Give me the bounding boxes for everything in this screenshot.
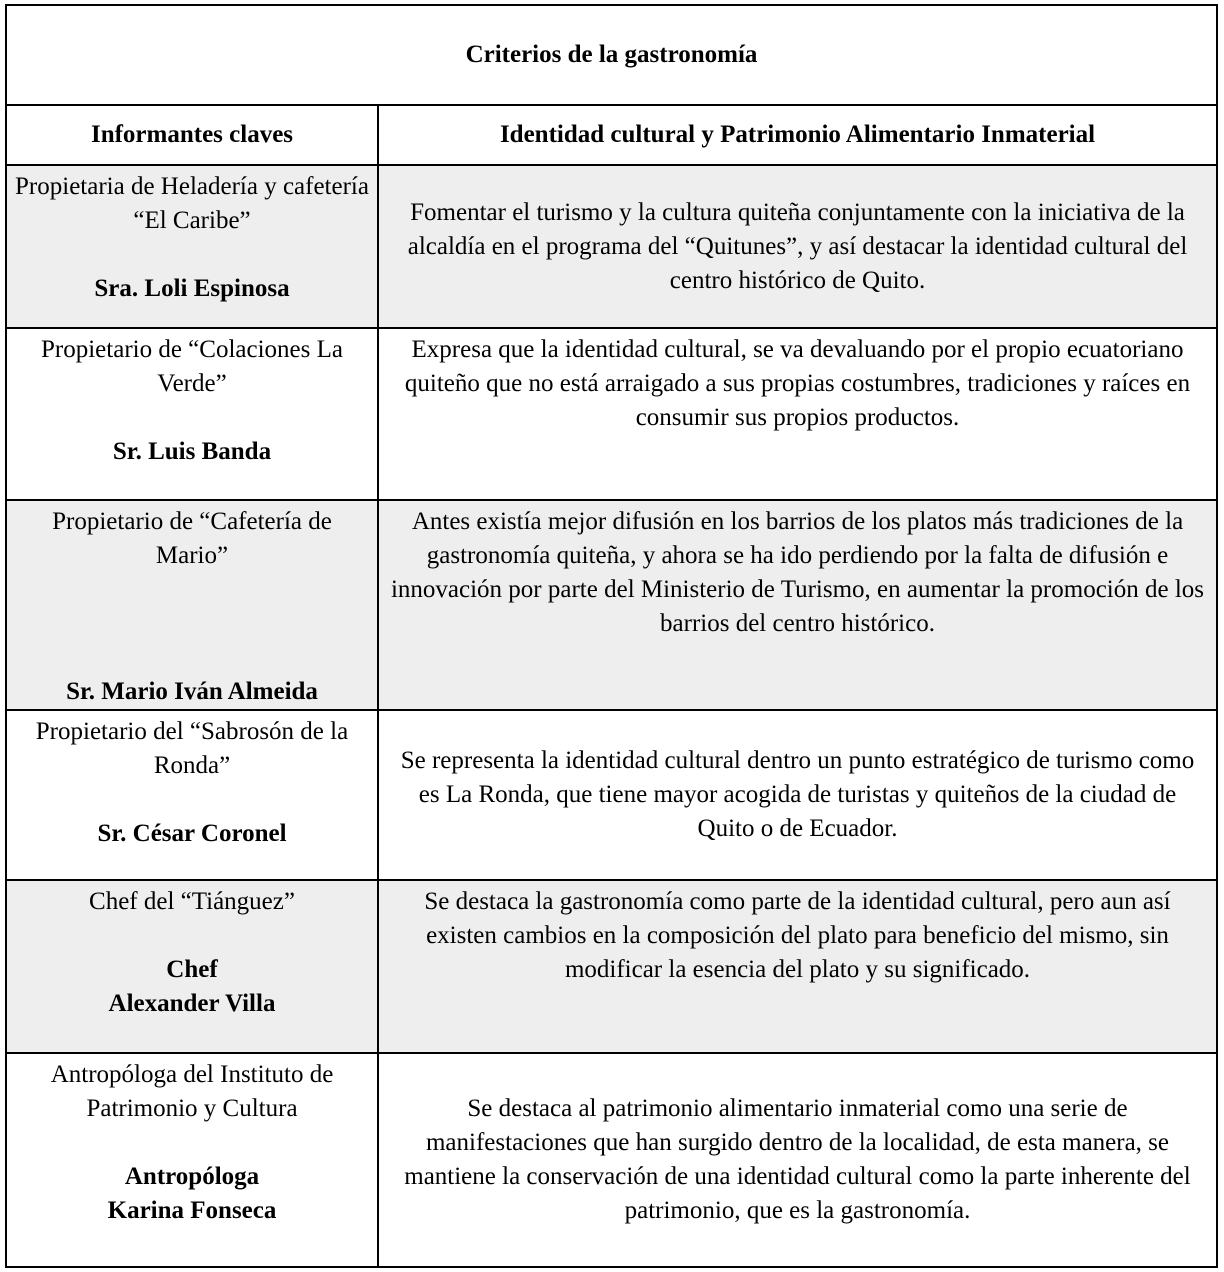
informant-role: Propietario de “Colaciones La Verde” (41, 336, 343, 397)
criteria-cell (379, 711, 1216, 879)
table-row (7, 329, 1216, 501)
informant-cell (7, 1054, 379, 1266)
table-row (7, 501, 1216, 711)
criteria-cell (379, 501, 1216, 709)
informant-name: Sr. César Coronel (97, 820, 287, 847)
table-row (7, 711, 1216, 881)
criteria-text: Expresa que la identidad cultural, se va devaluando por el propio ecuatoriano quiteño que no está arraigado a sus propias costumbres, tradiciones y raíces en consumir sus propios productos. (404, 336, 1191, 431)
gastronomy-criteria-table (5, 4, 1218, 1268)
header-informants: Informantes claves (7, 106, 379, 164)
criteria-text: Se destaca la gastronomía como parte de la identidad cultural, pero aun así existen cambios en la composición del plato para beneficio del mismo, sin modificar la esencia del plato y su significado. (424, 888, 1171, 983)
criteria-cell (379, 329, 1216, 499)
informant-cell (7, 711, 379, 879)
informant-name: Alexander Villa (108, 990, 276, 1017)
table-row (7, 881, 1216, 1054)
criteria-text: Se destaca al patrimonio alimentario inmaterial como una serie de manifestaciones que han surgido dentro de la localidad, de esta manera, se mantiene la conservación de una identidad cultural como la parte inherente del patrimonio, que es la gastronomía. (404, 1095, 1191, 1224)
informant-name: Sr. Luis Banda (112, 438, 272, 465)
informant-role: Propietario del “Sabrosón de la Ronda” (35, 718, 349, 779)
informant-name: Sra. Loli Espinosa (94, 275, 290, 302)
table-row (7, 1054, 1216, 1266)
criteria-cell (379, 166, 1216, 327)
informant-role: Propietaria de Heladería y cafetería “El Caribe” (15, 173, 369, 234)
header-row (7, 106, 1216, 166)
informant-name-title: Antropóloga (124, 1163, 260, 1190)
header-criteria: Identidad cultural y Patrimonio Alimentario Inmaterial (499, 121, 1096, 148)
informant-role: Propietario de “Cafetería de Mario” (52, 508, 332, 569)
criteria-cell (379, 881, 1216, 1052)
criteria-text: Antes existía mejor difusión en los barrios de los platos más tradiciones de la gastronomía quiteña, y ahora se ha ido perdiendo por la falta de difusión e innovación por parte del Ministerio de Turismo, en aumentar la promoción de los barrios del centro histórico. (390, 508, 1205, 637)
table-row (7, 166, 1216, 329)
informant-cell (7, 501, 379, 709)
criteria-text: Fomentar el turismo y la cultura quiteña conjuntamente con la iniciativa de la alcaldía en el programa del “Quitunes”, y así destacar la identidad cultural del centro histórico de Quito. (407, 198, 1188, 294)
informant-name-title: Chef (166, 956, 218, 983)
informant-name: Sr. Mario Iván Almeida (66, 678, 318, 705)
informant-cell (7, 166, 379, 327)
informant-cell (7, 329, 379, 499)
criteria-text: Se representa la identidad cultural dentro un punto estratégico de turismo como es La Ronda, que tiene mayor acogida de turistas y quiteños de la ciudad de Quito o de Ecuador. (400, 747, 1195, 842)
informant-role: Chef del “Tiánguez” (89, 888, 295, 915)
informant-name: Karina Fonseca (107, 1197, 277, 1224)
informant-role: Antropóloga del Instituto de Patrimonio y Cultura (50, 1061, 334, 1122)
table-title: Criterios de la gastronomía (7, 6, 1216, 106)
criteria-cell (379, 1054, 1216, 1266)
informant-cell (7, 881, 379, 1052)
